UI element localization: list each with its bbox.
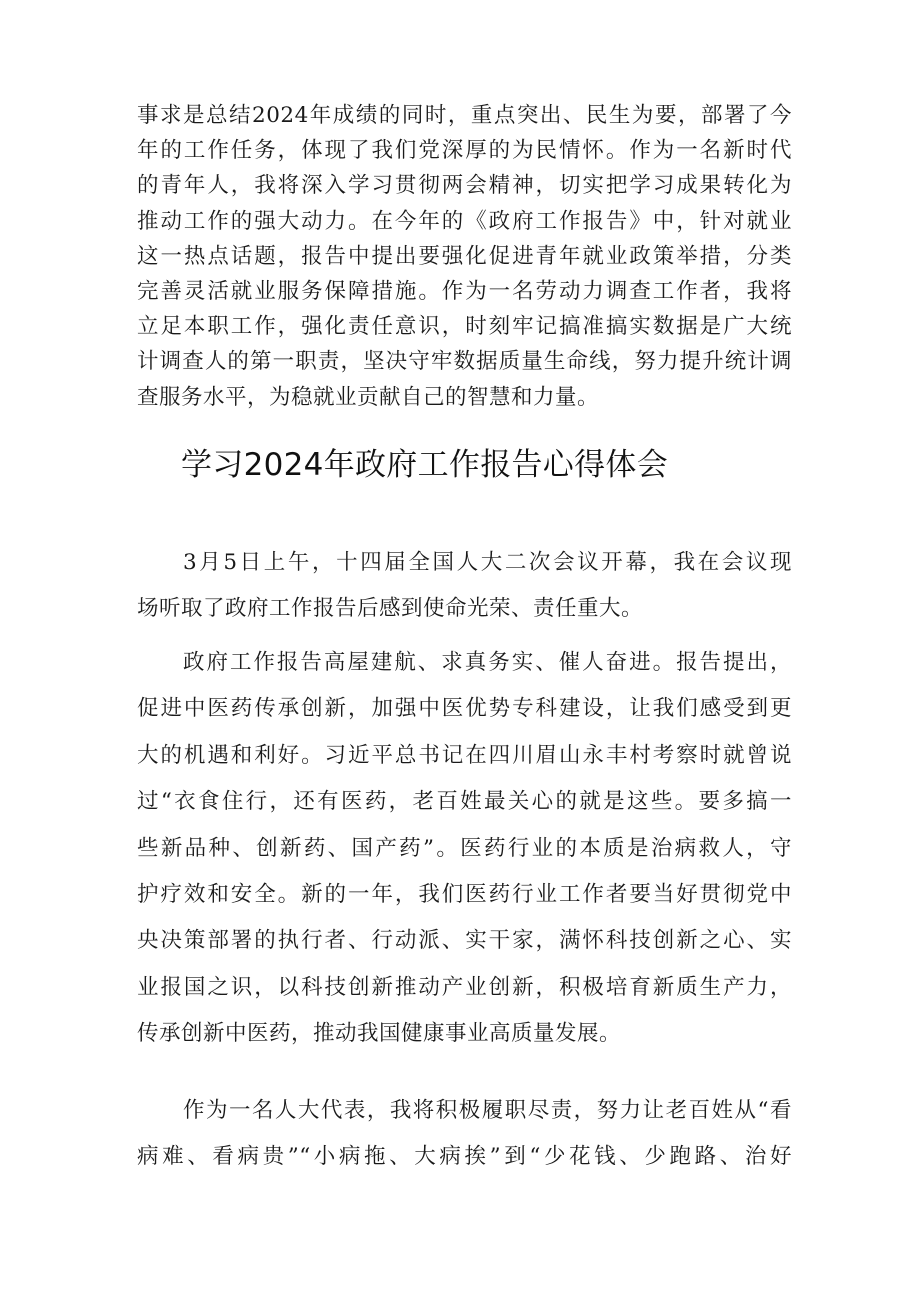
paragraph-line: 这一热点话题，报告中提出要强化促进青年就业政策举措，分类 bbox=[137, 243, 792, 269]
paragraph-line: 推动工作的强大动力。在今年的《政府工作报告》中，针对就业 bbox=[137, 208, 792, 234]
paragraph-line: 些新品种、创新药、国产药”。医药行业的本质是治病救人，守 bbox=[137, 835, 792, 861]
document-title: 学习2024年政府工作报告心得体会 bbox=[181, 447, 668, 483]
paragraph-line: 完善灵活就业服务保障措施。作为一名劳动力调查工作者，我将 bbox=[137, 279, 792, 305]
paragraph-line: 病难、看病贵”“小病拖、大病挨”到“少花钱、少跑路、治好 bbox=[137, 1144, 792, 1170]
paragraph-line: 查服务水平，为稳就业贡献自己的智慧和力量。 bbox=[137, 384, 600, 410]
paragraph-1 bbox=[137, 540, 792, 633]
paragraph-line: 央决策部署的执行者、行动派、实干家，满怀科技创新之心、实 bbox=[137, 928, 792, 954]
paragraph-line: 计调查人的第一职责，坚决守牢数据质量生命线，努力提升统计调 bbox=[137, 349, 792, 375]
paragraph-line: 的青年人，我将深入学习贯彻两会精神，切实把学习成果转化为 bbox=[137, 173, 792, 199]
paragraph-line: 传承创新中医药，推动我国健康事业高质量发展。 bbox=[137, 1021, 622, 1047]
paragraph-line: 事求是总结2024年成绩的同时，重点突出、民生为要，部署了今 bbox=[137, 103, 792, 128]
paragraph-line: 政府工作报告高屋建航、求真务实、催人奋进。报告提出， bbox=[183, 650, 792, 675]
paragraph-line: 大的机遇和利好。习近平总书记在四川眉山永丰村考察时就曾说 bbox=[137, 742, 792, 768]
paragraph-2 bbox=[137, 640, 792, 1058]
paragraph-line: 场听取了政府工作报告后感到使命光荣、责任重大。 bbox=[137, 596, 644, 622]
paragraph-3 bbox=[137, 1088, 792, 1181]
paragraph-line: 护疗效和安全。新的一年，我们医药行业工作者要当好贯彻党中 bbox=[137, 882, 792, 908]
paragraph-line: 过“衣食住行，还有医药，老百姓最关心的就是这些。要多搞一 bbox=[137, 789, 792, 815]
paragraph-line: 作为一名人大代表，我将积极履职尽责，努力让老百姓从“看 bbox=[183, 1098, 792, 1123]
paragraph-line: 年的工作任务，体现了我们党深厚的为民情怀。作为一名新时代 bbox=[137, 138, 792, 164]
paragraph-line: 立足本职工作，强化责任意识，时刻牢记搞准搞实数据是广大统 bbox=[137, 314, 792, 340]
paragraph-line: 业报国之识，以科技创新推动产业创新，积极培育新质生产力， bbox=[137, 974, 792, 1000]
top-paragraph bbox=[137, 98, 792, 415]
paragraph-line: 促进中医药传承创新，加强中医优势专科建设，让我们感受到更 bbox=[137, 696, 792, 722]
paragraph-line: 3月5日上午，十四届全国人大二次会议开幕，我在会议现 bbox=[183, 550, 792, 575]
